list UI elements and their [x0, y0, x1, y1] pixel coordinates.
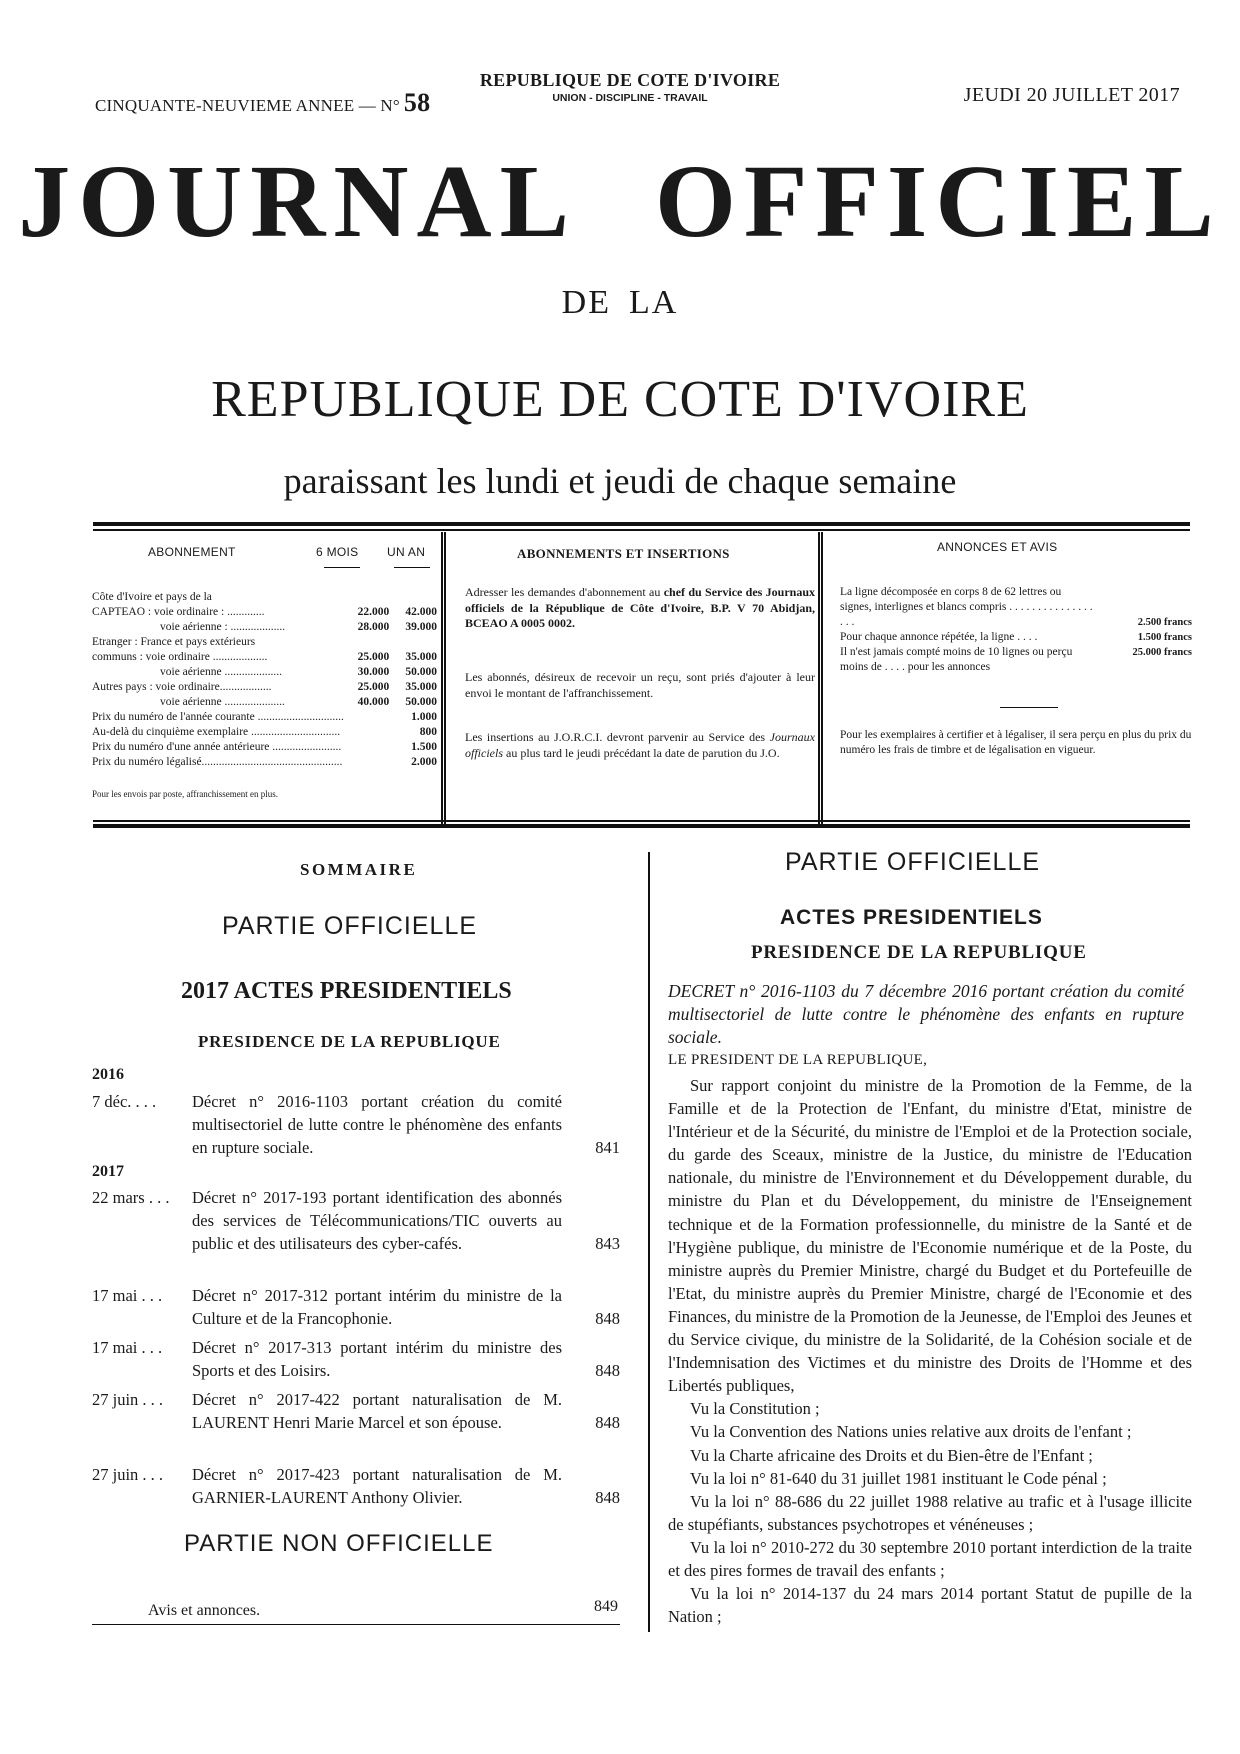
journal-masthead	[0, 144, 1240, 259]
masthead-republique: REPUBLIQUE DE COTE D'IVOIRE	[211, 371, 1029, 428]
tarif-un-an: 1.000	[411, 711, 437, 723]
tarif-un-an: 35.000	[405, 651, 437, 663]
column-separator	[648, 852, 650, 1632]
tarif-un-an: 2.000	[411, 756, 437, 768]
visa-paragraph: Vu la loi n° 2010-272 du 30 septembre 2010 portant interdiction de la traite et des pires formes de travail des enfants ;	[668, 1537, 1192, 1580]
tarif-label: voie aérienne : ...................	[160, 621, 286, 633]
entry-text: Décret n° 2017-422 portant naturalisation de M. LAURENT Henri Marie Marcel et son épouse.	[192, 1390, 562, 1432]
insertion-deadline	[465, 730, 815, 761]
box-top-thick-rule	[93, 522, 1190, 526]
deadline-b: Journaux officiels	[465, 730, 815, 760]
sommaire-entry	[92, 1186, 620, 1255]
insertions-heading: ABONNEMENTS ET INSERTIONS	[517, 546, 730, 561]
tarif-row	[92, 740, 437, 755]
rate-row-minimum	[840, 645, 1192, 675]
entry-page: 841	[595, 1138, 620, 1157]
tarif-row	[92, 725, 437, 740]
visa-paragraph: Vu la loi n° 88-686 du 22 juillet 1988 relative au trafic et à l'usage illicite de stupéfiants, substances psychotropes et vénéneuses ;	[668, 1491, 1192, 1534]
masthead-word-officiel: OFFICIEL	[654, 144, 1222, 259]
tarif-row	[92, 695, 437, 710]
rate-min-price: 25.000 francs	[1132, 647, 1192, 658]
tarif-label: CAPTEAO : voie ordinaire : .............	[92, 606, 265, 618]
tarif-6mois: 25.000	[357, 681, 390, 693]
issue-year-number	[95, 88, 430, 118]
visa-paragraph: Vu la Convention des Nations unies relative aux droits de l'enfant ;	[690, 1422, 1132, 1442]
partie-non-officielle: PARTIE NON OFFICIELLE	[184, 1530, 494, 1557]
tarif-6mois	[344, 725, 389, 740]
issue-number: 58	[403, 88, 431, 117]
entry-page: 843	[595, 1234, 620, 1253]
annonces-divider	[1000, 707, 1058, 708]
issue-date: JEUDI 20 JUILLET 2017	[963, 84, 1180, 106]
tarif-6mois	[344, 755, 389, 770]
year-2016: 2016	[92, 1066, 124, 1083]
visa-paragraph: Vu la loi n° 2014-137 du 24 mars 2014 portant Statut de pupille de la Nation ;	[668, 1584, 1192, 1627]
rate-repeat-label: Pour chaque annonce répétée, la ligne . . . .	[840, 631, 1038, 643]
tarif-6mois: 25.000	[357, 651, 390, 663]
tarif-un-an	[389, 635, 437, 650]
tarif-6mois: 28.000	[357, 621, 390, 633]
tarif-row	[92, 635, 437, 650]
avis-annonces: Avis et annonces.	[148, 1602, 261, 1619]
presidence-heading: PRESIDENCE DE LA REPUBLIQUE	[751, 942, 1087, 963]
sommaire-entry	[92, 1336, 620, 1382]
address-text-a: Adresser les demandes d'abonnement au	[465, 585, 661, 599]
entry-text: Décret n° 2017-423 portant naturalisation de M. GARNIER-LAURENT Anthony Olivier.	[192, 1465, 562, 1507]
rate-row-repeat	[840, 630, 1192, 645]
tarif-label: Prix du numéro de l'année courante ..............................	[92, 711, 344, 723]
tarif-label: Etranger : France et pays extérieurs	[92, 636, 256, 648]
dash-6mois	[324, 567, 360, 568]
tarif-row	[92, 665, 437, 680]
partie-officielle-heading: PARTIE OFFICIELLE	[785, 848, 1041, 876]
annonces-heading: ANNONCES ET AVIS	[937, 540, 1058, 554]
entry-page: 848	[595, 1309, 620, 1328]
box-top-thin-rule	[93, 529, 1190, 531]
avis-page: 849	[594, 1598, 618, 1615]
deadline-a: Les insertions au J.O.R.C.I. devront parvenir au Service des	[465, 730, 766, 744]
tarif-row	[92, 590, 437, 605]
country-header	[420, 70, 840, 104]
rate-repeat-price: 1.500 francs	[1137, 632, 1192, 643]
tarif-row	[92, 650, 437, 665]
box-bottom-thick-rule	[93, 824, 1190, 828]
sommaire-actes-presidentiels: 2017 ACTES PRESIDENTIELS	[181, 978, 512, 1004]
annonces-rates	[840, 585, 1192, 675]
sommaire-entry	[92, 1388, 620, 1434]
country-name: REPUBLIQUE DE COTE D'IVOIRE	[479, 70, 781, 90]
tarif-6mois: 40.000	[357, 696, 390, 708]
entry-date: 27 juin . . .	[92, 1390, 164, 1409]
dash-un-an	[394, 567, 430, 568]
entry-text: Décret n° 2017-193 portant identification des abonnés des services de Télécommunications/TIC ouverts au public et des utilisateurs des cyber-cafés.	[192, 1188, 562, 1253]
box-separator-right	[818, 532, 823, 828]
visa-paragraph: Sur rapport conjoint du ministre de la Promotion de la Femme, de la Famille et de la Protection de l'Enfant, du ministre d'Etat, ministre de l'Intérieur et de la Sécurité, du ministre de l'Emploi et de la Protection sociale, du garde des Sceaux, ministre de la Justice, du ministre de l'Education nationale, du ministre de l'Environnement et du Développement durable, du ministre du Plan et du Développement, du ministre de l'Enseignement technique et de la Formation professionnelle, du ministre de la Santé et de l'Hygiène publique, du ministre de l'Economie numérique et de la Poste, du ministre auprès du Premier Ministre, chargé du Budget et du Portefeuille de l'Etat, du ministre auprès du Premier Ministre, chargé de l'Economie et des Finances, du ministre de la Promotion de la Jeunesse, de l'Emploi des Jeunes et du Service civique, du ministre de la Solidarité, de la Cohésion sociale et de l'Indemnisation des Victimes et du ministre des Droits de l'Homme et des Libertés publiques,	[668, 1076, 1192, 1396]
tarif-label: Prix du numéro légalisé.................................................	[92, 756, 343, 768]
masthead-de: DE	[561, 284, 611, 321]
national-motto: UNION - DISCIPLINE - TRAVAIL	[552, 92, 708, 104]
entry-date: 17 mai . . .	[92, 1338, 163, 1357]
tarif-label: Autres pays : voie ordinaire..................	[92, 681, 272, 693]
actes-presidentiels-heading: ACTES PRESIDENTIELS	[780, 906, 1043, 929]
tarif-6mois: 22.000	[357, 606, 390, 618]
tarif-table	[92, 590, 437, 770]
legalisation-note: Pour les exemplaires à certifier et à légaliser, il sera perçu en plus du prix du numéro les frais de timbre et de légalisation en vigueur.	[840, 729, 1192, 756]
rate-line-price: 2.500 francs	[1137, 617, 1192, 628]
sommaire-entry	[92, 1090, 620, 1159]
tarif-label: communs : voie ordinaire ...................	[92, 651, 268, 663]
tarif-label: voie aérienne .....................	[160, 696, 285, 708]
entry-date: 27 juin . . .	[92, 1465, 164, 1484]
col-un-an: UN AN	[387, 545, 426, 559]
sommaire-partie-officielle: PARTIE OFFICIELLE	[222, 912, 478, 940]
tarif-6mois	[344, 740, 389, 755]
tarif-row	[92, 755, 437, 770]
tarif-label: Prix du numéro d'une année antérieure ........................	[92, 741, 342, 753]
receipt-note: Les abonnés, désireux de recevoir un reçu, sont priés d'ajouter à leur envoi le montant de l'affranchissement.	[465, 670, 815, 700]
decret-title: DECRET n° 2016-1103 du 7 décembre 2016 portant création du comité multisectoriel de lutte contre le phénomène des enfants en rupture sociale.	[668, 981, 1184, 1047]
rate-min-label: Il n'est jamais compté moins de 10 lignes ou perçu moins de . . . . pour les annonces	[840, 646, 1073, 673]
tarif-un-an: 39.000	[405, 621, 437, 633]
tarif-row	[92, 605, 437, 620]
sommaire-title: SOMMAIRE	[300, 860, 418, 879]
le-president: LE PRESIDENT DE LA REPUBLIQUE,	[668, 1052, 928, 1068]
tarif-un-an: 800	[419, 726, 437, 738]
tarif-un-an: 50.000	[405, 696, 437, 708]
entry-text: Décret n° 2017-312 portant intérim du ministre de la Culture et de la Francophonie.	[192, 1286, 562, 1328]
tarif-label: voie aérienne ....................	[160, 666, 282, 678]
entry-date: 7 déc. . . .	[92, 1092, 157, 1111]
entry-page: 848	[595, 1413, 620, 1432]
masthead-la: LA	[629, 284, 679, 321]
visa-paragraph: Vu la Charte africaine des Droits et du Bien-être de l'Enfant ;	[690, 1445, 1093, 1465]
rate-row-line	[840, 585, 1192, 630]
sommaire-presidence: PRESIDENCE DE LA REPUBLIQUE	[198, 1032, 501, 1051]
entry-page: 848	[595, 1361, 620, 1380]
issue-year: CINQUANTE-NEUVIEME ANNEE — N°	[95, 96, 400, 115]
tarif-footnote: Pour les envois par poste, affranchissement en plus.	[92, 789, 279, 799]
entry-text: Décret n° 2017-313 portant intérim du ministre des Sports et des Loisirs.	[192, 1338, 562, 1380]
entry-date: 17 mai . . .	[92, 1286, 163, 1305]
entry-date: 22 mars . . .	[92, 1188, 170, 1207]
rate-line-label: La ligne décomposée en corps 8 de 62 lettres ou signes, interlignes et blancs compris . . . . . . . . . . . . . . . . . .	[840, 586, 1093, 628]
visa-paragraph: Vu la loi n° 81-640 du 31 juillet 1981 instituant le Code pénal ;	[690, 1468, 1107, 1488]
decret-body	[668, 1074, 1192, 1628]
tarif-6mois	[344, 635, 389, 650]
year-2017: 2017	[92, 1163, 124, 1180]
tarif-label: Au-delà du cinquième exemplaire ...............................	[92, 726, 341, 738]
tarif-un-an	[389, 590, 437, 605]
col-6mois: 6 MOIS	[316, 545, 359, 559]
tarif-un-an: 42.000	[405, 606, 437, 618]
tarif-6mois: 30.000	[357, 666, 390, 678]
tarif-row	[92, 710, 437, 725]
tarif-6mois	[344, 590, 389, 605]
tarif-un-an: 1.500	[411, 741, 437, 753]
masthead-de-la	[0, 284, 1240, 322]
sommaire-entry	[92, 1463, 620, 1509]
abonnement-heading: ABONNEMENT	[148, 545, 236, 559]
tarif-6mois	[344, 710, 389, 725]
sommaire-bottom-rule	[92, 1624, 620, 1625]
visa-paragraph: Vu la Constitution ;	[690, 1399, 820, 1419]
tarif-row	[92, 620, 437, 635]
tarif-label: Côte d'Ivoire et pays de la	[92, 591, 212, 603]
entry-page: 848	[595, 1488, 620, 1507]
entry-text: Décret n° 2016-1103 portant création du comité multisectoriel de lutte contre le phénomène des enfants en rupture sociale.	[192, 1092, 562, 1157]
tarif-un-an: 50.000	[405, 666, 437, 678]
tarif-un-an: 35.000	[405, 681, 437, 693]
address-text-b: chef du Service des Journaux officiels de la République de Côte d'Ivoire, B.P. V 70 Abidjan, BCEAO A 0005 0002.	[465, 585, 816, 630]
tarif-row	[92, 680, 437, 695]
publication-frequency: paraissant les lundi et jeudi de chaque semaine	[283, 461, 957, 501]
box-bottom-thin-rule	[93, 820, 1190, 822]
sommaire-entry	[92, 1284, 620, 1330]
masthead-word-journal: JOURNAL	[18, 144, 577, 259]
deadline-c: au plus tard le jeudi précédant la date de parution du J.O.	[506, 745, 780, 760]
insertions-address	[465, 585, 815, 632]
box-separator-left	[441, 532, 446, 828]
